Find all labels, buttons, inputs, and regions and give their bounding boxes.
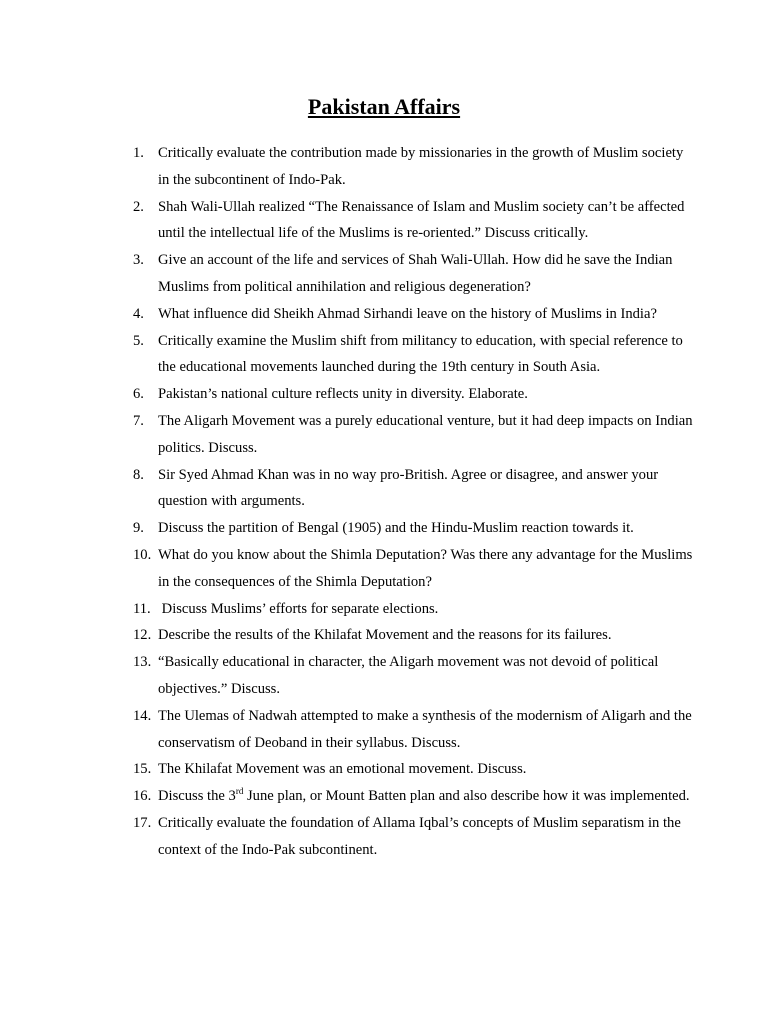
- question-number: 17.: [133, 814, 152, 831]
- question-number: 9.: [133, 520, 144, 537]
- question-number: 8.: [133, 466, 144, 483]
- question-text: Critically evaluate the contribution made by missionaries in the growth of Muslim society in the subcontinent of Indo-Pak.: [158, 145, 684, 188]
- list-item: [133, 756, 693, 783]
- list-item: [133, 542, 693, 596]
- list-item: [133, 381, 693, 408]
- question-number: 12.: [133, 627, 152, 644]
- question-text-after: June plan, or Mount Batten plan and also describe how it was implemented.: [243, 788, 690, 805]
- question-text: Shah Wali-Ullah realized “The Renaissance of Islam and Muslim society can’t be affected until the intellectual life of the Muslims is re-oriented.” Discuss critically.: [158, 198, 685, 242]
- list-item: [133, 328, 693, 382]
- list-item: [133, 622, 693, 649]
- question-text: Discuss the partition of Bengal (1905) and the Hindu-Muslim reaction towards it.: [158, 520, 634, 537]
- list-item: [133, 810, 693, 864]
- list-item: [133, 515, 693, 542]
- question-text: Critically evaluate the foundation of Allama Iqbal’s concepts of Muslim separatism in the context of the Indo-Pak subcontinent.: [158, 814, 681, 858]
- question-number: 7.: [133, 412, 144, 429]
- list-item: [133, 783, 693, 810]
- question-list: [133, 140, 693, 864]
- question-number: 11.: [133, 600, 151, 617]
- list-item: [133, 462, 693, 516]
- question-text: The Khilafat Movement was an emotional movement. Discuss.: [158, 761, 527, 778]
- list-item: [133, 247, 693, 301]
- list-item: [133, 649, 693, 703]
- list-item: [133, 703, 693, 757]
- question-number: 14.: [133, 707, 152, 724]
- question-number: 6.: [133, 386, 144, 403]
- list-item: [133, 194, 693, 248]
- question-number: 1.: [133, 145, 144, 161]
- question-text-before: Discuss the 3: [158, 788, 236, 805]
- question-text: What influence did Sheikh Ahmad Sirhandi leave on the history of Muslims in India?: [158, 305, 657, 322]
- list-item: [133, 140, 693, 194]
- question-text: Give an account of the life and services of Shah Wali-Ullah. How did he save the Indian Muslims from political annihilation and religious degeneration?: [158, 252, 673, 295]
- question-number: 4.: [133, 305, 144, 322]
- ordinal-superscript: rd: [235, 786, 244, 797]
- question-text: The Aligarh Movement was a purely educational venture, but it had deep impacts on Indian politics. Discuss.: [158, 412, 693, 456]
- question-text: Pakistan’s national culture reflects unity in diversity. Elaborate.: [158, 386, 528, 403]
- question-text: [158, 783, 693, 810]
- question-text: Describe the results of the Khilafat Movement and the reasons for its failures.: [158, 627, 612, 644]
- question-text: Discuss Muslims’ efforts for separate elections.: [158, 600, 439, 617]
- list-item: [133, 408, 693, 462]
- question-number: 10.: [133, 546, 152, 563]
- page-title: Pakistan Affairs: [307, 94, 461, 119]
- list-item: [133, 301, 693, 328]
- question-number: 15.: [133, 761, 152, 778]
- question-text: Critically examine the Muslim shift from militancy to education, with special reference to the educational movements launched during the 19th century in South Asia.: [158, 332, 683, 376]
- list-item: [133, 596, 693, 623]
- question-text: What do you know about the Shimla Deputation? Was there any advantage for the Muslims in the consequences of the Shimla Deputation?: [158, 546, 693, 590]
- question-number: 16.: [133, 788, 152, 805]
- question-text: The Ulemas of Nadwah attempted to make a synthesis of the modernism of Aligarh and the conservatism of Deoband in their syllabus. Discuss.: [158, 707, 692, 751]
- question-number: 3.: [133, 252, 144, 269]
- question-number: 5.: [133, 332, 144, 349]
- question-text: Sir Syed Ahmad Khan was in no way pro-British. Agree or disagree, and answer your question with arguments.: [158, 466, 659, 510]
- question-number: 13.: [133, 654, 152, 671]
- question-text: “Basically educational in character, the Aligarh movement was not devoid of political objectives.” Discuss.: [158, 654, 659, 697]
- question-number: 2.: [133, 198, 144, 215]
